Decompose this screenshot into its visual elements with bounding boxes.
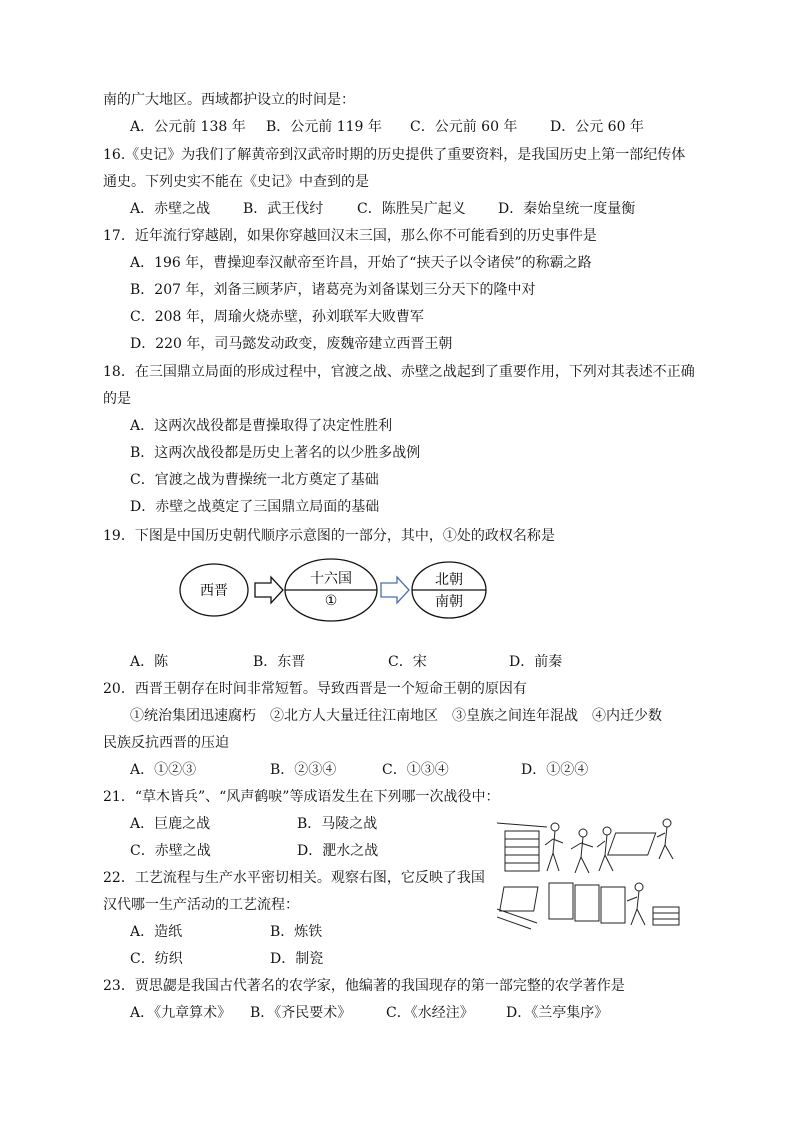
q18-option-c: C．官渡之战为曹操统一北方奠定了基础 bbox=[130, 472, 379, 488]
q16-option-d: D．秦始皇统一度量衡 bbox=[498, 201, 636, 217]
worker-figure-2 bbox=[579, 829, 587, 837]
worker-figure-3 bbox=[603, 827, 611, 835]
nanchao-label: 南朝 bbox=[435, 594, 463, 610]
q18-option-b: B．这两次战役都是历史上著名的以少胜多战例 bbox=[130, 445, 421, 461]
q17-option-a: A．196 年，曹操迎奉汉献帝至许昌，开始了“挟天子以令诸侯”的称霸之路 bbox=[130, 255, 592, 271]
q19-option-c: C．宋 bbox=[388, 654, 427, 670]
q16-option-a: A．赤壁之战 bbox=[130, 201, 211, 217]
beichao-label: 北朝 bbox=[435, 572, 463, 588]
q22-option-b: B．炼铁 bbox=[270, 924, 323, 940]
q21-option-d: D．淝水之战 bbox=[297, 843, 379, 859]
question-19-stem: 19．下图是中国历史朝代顺序示意图的一部分，其中，①处的政权名称是 bbox=[103, 528, 555, 544]
q19-option-d: D．前秦 bbox=[509, 654, 563, 670]
q17-option-b: B．207 年，刘备三顾茅庐，诸葛亮为刘备谋划三分天下的隆中对 bbox=[130, 282, 536, 298]
papermaking-illustration bbox=[497, 813, 683, 931]
q17-option-d: D．220 年，司马懿发动政变，废魏帝建立西晋王朝 bbox=[130, 336, 453, 352]
q17-option-c: C．208 年，周瑜火烧赤壁，孙刘联军大败曹军 bbox=[130, 309, 424, 325]
question-20-stem: 20．西晋王朝存在时间非常短暂。导致西晋是一个短命王朝的原因有 bbox=[103, 681, 527, 697]
question-18-stem: 18．在三国鼎立局面的形成过程中，官渡之战、赤壁之战起到了重要作用，下列对其表述不正确 bbox=[103, 364, 695, 380]
question-21-stem: 21．“草木皆兵”、“风声鹤唳”等成语发生在下列哪一次战役中： bbox=[103, 789, 500, 805]
q15-option-c: C．公元前 60 年 bbox=[410, 119, 518, 135]
q23-option-d: D．《兰亭集序》 bbox=[506, 1005, 609, 1021]
q22-option-d: D．制瓷 bbox=[270, 951, 324, 967]
q18-option-a: A．这两次战役都是曹操取得了决定性胜利 bbox=[130, 418, 393, 434]
q15-option-d: D．公元 60 年 bbox=[550, 119, 644, 135]
q22-option-a: A．造纸 bbox=[130, 924, 183, 940]
q20-option-a: A．①②③ bbox=[130, 762, 197, 778]
screen-frame-4 bbox=[601, 887, 625, 923]
worker-figure-1 bbox=[551, 823, 559, 831]
q22-option-c: C．纺织 bbox=[130, 951, 183, 967]
q23-option-c: C．《水经注》 bbox=[386, 1005, 474, 1021]
q20-option-d: D．①②④ bbox=[521, 762, 589, 778]
q20-statements-cont: 民族反抗西晋的压迫 bbox=[103, 735, 229, 751]
drying-board bbox=[608, 833, 656, 855]
q21-option-c: C．赤壁之战 bbox=[130, 843, 211, 859]
question-17-stem: 17．近年流行穿越剧，如果你穿越回汉末三国，那么你不可能看到的历史事件是 bbox=[103, 228, 597, 244]
question-16-stem: 16.《史记》为我们了解黄帝到汉武帝时期的历史提供了重要资料，是我国历史上第一部纪传体 bbox=[103, 147, 686, 163]
paper-stack bbox=[653, 907, 679, 925]
vat-shape bbox=[505, 831, 539, 871]
arrow-1 bbox=[255, 577, 283, 603]
question-18-stem-cont: 的是 bbox=[103, 391, 131, 407]
dynasty-sequence-diagram bbox=[175, 556, 495, 634]
q20-statements: ①统治集团迅速腐朽 ②北方人大量迁往江南地区 ③皇族之间连年混战 ④内迁少数 bbox=[130, 708, 662, 724]
q15-option-b: B．公元前 119 年 bbox=[266, 119, 382, 135]
q23-option-a: A．《九章算术》 bbox=[130, 1005, 232, 1021]
q20-option-c: C．①③④ bbox=[382, 762, 449, 778]
q16-option-c: C．陈胜吴广起义 bbox=[357, 201, 466, 217]
question-22-stem-cont: 汉代哪一生产活动的工艺流程： bbox=[103, 897, 299, 913]
blank-circle-1: ① bbox=[324, 593, 338, 609]
shiliuguo-label: 十六国 bbox=[310, 571, 352, 587]
q20-option-b: B．②③④ bbox=[270, 762, 337, 778]
q21-option-a: A．巨鹿之战 bbox=[130, 816, 211, 832]
screen-frame-2 bbox=[549, 883, 573, 919]
question-16-stem-cont: 通史。下列史实不能在《史记》中查到的是 bbox=[103, 174, 369, 190]
question-15-stem-end: 南的广大地区。西域都护设立的时间是： bbox=[103, 92, 355, 108]
xijin-label: 西晋 bbox=[200, 583, 228, 599]
q21-option-b: B．马陵之战 bbox=[297, 816, 378, 832]
question-23-stem: 23．贾思勰是我国古代著名的农学家，他编著的我国现存的第一部完整的农学著作是 bbox=[103, 978, 625, 994]
screen-frame-1 bbox=[500, 887, 538, 911]
arrow-2 bbox=[381, 577, 409, 603]
q23-option-b: B．《齐民要术》 bbox=[250, 1005, 352, 1021]
q15-option-a: A．公元前 138 年 bbox=[130, 119, 246, 135]
q19-option-a: A．陈 bbox=[130, 654, 169, 670]
screen-frame-3 bbox=[575, 885, 599, 921]
q18-option-d: D．赤壁之战奠定了三国鼎立局面的基础 bbox=[130, 499, 380, 515]
q19-option-b: B．东晋 bbox=[253, 654, 306, 670]
q16-option-b: B．武王伐纣 bbox=[243, 201, 324, 217]
worker-figure-4 bbox=[635, 883, 643, 891]
question-22-stem: 22．工艺流程与生产水平密切相关。观察右图，它反映了我国 bbox=[103, 870, 485, 886]
